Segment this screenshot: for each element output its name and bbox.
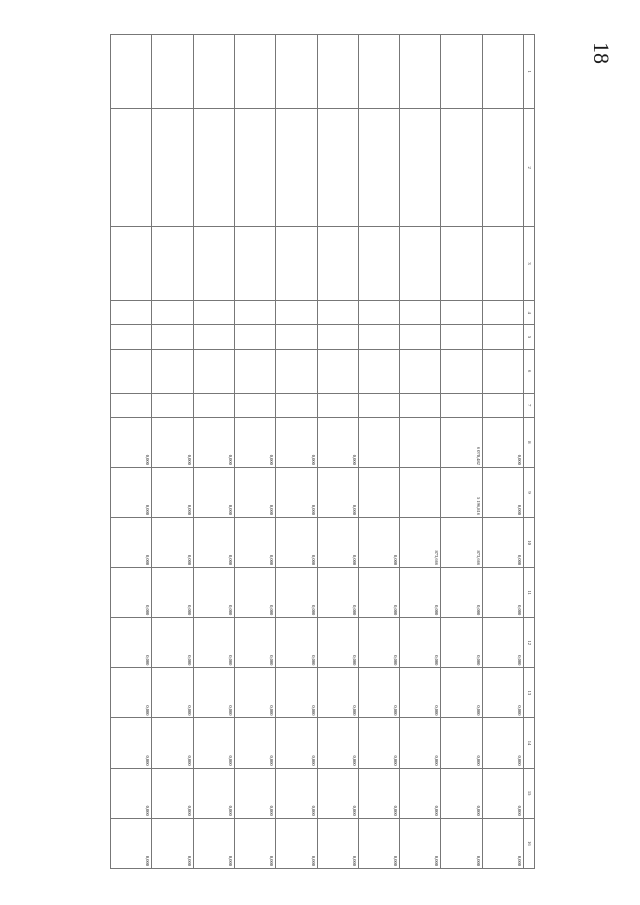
column-header: 6: [524, 349, 535, 393]
table-cell: 0,000: [111, 467, 152, 517]
table-cell: 0,000: [276, 618, 317, 668]
table-cell: 0,000: [317, 417, 358, 467]
table-cell: [234, 226, 275, 300]
column-header: 11: [524, 568, 535, 618]
table-cell: 0,000: [234, 417, 275, 467]
table-cell: [152, 393, 193, 417]
table-cell: 0,000: [111, 818, 152, 868]
column-header: 13: [524, 668, 535, 718]
column-header: 7: [524, 393, 535, 417]
table-cell: 0,000: [276, 768, 317, 818]
table-cell: 0,000: [111, 518, 152, 568]
table-cell: [111, 325, 152, 349]
column-header: 2: [524, 109, 535, 227]
table-cell: 0,000: [358, 818, 399, 868]
table-cell: [152, 325, 193, 349]
table-cell: 0,000: [111, 618, 152, 668]
table-cell: [111, 301, 152, 325]
table-cell: 0,000: [482, 668, 523, 718]
table-cell: 0,000: [276, 668, 317, 718]
table-cell: 0,000: [111, 668, 152, 718]
table-cell: 0,000: [152, 768, 193, 818]
table-cell: 5 196,816: [441, 467, 482, 517]
table-cell: [111, 35, 152, 109]
table-cell: 0,000: [358, 518, 399, 568]
table-cell: [482, 349, 523, 393]
table-cell: 0,000: [152, 417, 193, 467]
table-cell: 0,000: [317, 518, 358, 568]
table-cell: 0,000: [234, 518, 275, 568]
column-header: 5: [524, 325, 535, 349]
table-cell: 0,000: [193, 568, 234, 618]
table-cell: 0,000: [111, 568, 152, 618]
table-cell: 0,000: [400, 768, 441, 818]
table-cell: 0,000: [152, 618, 193, 668]
page-number: 18: [589, 42, 614, 64]
table-cell: 0,000: [111, 417, 152, 467]
table-cell: 0,000: [441, 618, 482, 668]
table-cell: 0,000: [152, 668, 193, 718]
table-cell: [400, 349, 441, 393]
column-header: 3: [524, 226, 535, 300]
table-cell: 0,000: [400, 568, 441, 618]
table-cell: [234, 349, 275, 393]
table-cell: [400, 417, 441, 467]
table-cell: 873,666: [441, 518, 482, 568]
table-cell: [193, 325, 234, 349]
table-cell: 0,000: [152, 518, 193, 568]
table-cell: 0,000: [482, 518, 523, 568]
table-cell: [234, 301, 275, 325]
table-cell: [317, 226, 358, 300]
table-cell: [193, 35, 234, 109]
table-cell: [193, 349, 234, 393]
table-cell: [193, 393, 234, 417]
table-cell: 6 070,482: [441, 417, 482, 467]
table-cell: 0,000: [276, 467, 317, 517]
table-cell: [234, 393, 275, 417]
table-cell: 0,000: [193, 818, 234, 868]
table-cell: 0,000: [234, 668, 275, 718]
table-cell: 0,000: [234, 768, 275, 818]
table-cell: [400, 325, 441, 349]
table-cell: 0,000: [276, 518, 317, 568]
table-cell: [276, 301, 317, 325]
table-cell: 0,000: [193, 467, 234, 517]
table-cell: [317, 393, 358, 417]
table-cell: [358, 325, 399, 349]
table-cell: 0,000: [276, 818, 317, 868]
table-cell: 0,000: [482, 568, 523, 618]
table-cell: 0,000: [276, 568, 317, 618]
table-cell: 0,000: [152, 568, 193, 618]
table-cell: [276, 109, 317, 227]
table-cell: 0,000: [193, 417, 234, 467]
table-cell: [441, 226, 482, 300]
table-cell: 0,000: [482, 417, 523, 467]
table-row: [482, 35, 523, 869]
table-cell: [482, 393, 523, 417]
table-cell: 0,000: [482, 618, 523, 668]
table-row: [234, 35, 275, 869]
table-cell: [400, 467, 441, 517]
table-row: [400, 35, 441, 869]
table-cell: [111, 109, 152, 227]
table-row: [317, 35, 358, 869]
table-cell: 0,000: [482, 718, 523, 768]
table-cell: 0,000: [400, 668, 441, 718]
table-cell: [193, 226, 234, 300]
table-cell: 0,000: [358, 618, 399, 668]
table-cell: [482, 301, 523, 325]
table-cell: 0,000: [317, 467, 358, 517]
table-cell: [111, 393, 152, 417]
table-cell: 873,666: [400, 518, 441, 568]
table-cell: 0,000: [111, 718, 152, 768]
table-cell: [317, 325, 358, 349]
table-cell: 0,000: [317, 768, 358, 818]
table-cell: [441, 301, 482, 325]
table-cell: [234, 35, 275, 109]
table-row: [358, 35, 399, 869]
table-cell: 0,000: [234, 818, 275, 868]
table-cell: 0,000: [193, 768, 234, 818]
table-cell: 0,000: [358, 568, 399, 618]
table-cell: 0,000: [193, 518, 234, 568]
table-cell: [400, 35, 441, 109]
table-cell: 0,000: [152, 718, 193, 768]
table-cell: [111, 226, 152, 300]
table-cell: 0,000: [482, 768, 523, 818]
table-cell: 0,000: [358, 668, 399, 718]
table-cell: 0,000: [193, 668, 234, 718]
table-row: [111, 35, 152, 869]
table-cell: [234, 325, 275, 349]
table-cell: [482, 35, 523, 109]
table-cell: [358, 301, 399, 325]
table-cell: [482, 109, 523, 227]
table-cell: 0,000: [358, 718, 399, 768]
table-cell: [276, 35, 317, 109]
table-cell: [152, 301, 193, 325]
table-cell: [358, 349, 399, 393]
table-cell: [358, 467, 399, 517]
table-cell: [441, 35, 482, 109]
table-cell: [441, 393, 482, 417]
table-cell: 0,000: [234, 618, 275, 668]
table-cell: 0,000: [317, 618, 358, 668]
table-cell: [482, 325, 523, 349]
table-cell: [317, 349, 358, 393]
table-cell: [152, 109, 193, 227]
table-cell: [400, 393, 441, 417]
table-cell: 0,000: [317, 818, 358, 868]
table-cell: [152, 226, 193, 300]
table-cell: 0,000: [482, 818, 523, 868]
table-cell: [234, 109, 275, 227]
table-cell: [111, 349, 152, 393]
table-cell: [441, 109, 482, 227]
table-row: [276, 35, 317, 869]
table-cell: 0,000: [111, 768, 152, 818]
table-cell: 0,000: [317, 668, 358, 718]
table-cell: 0,000: [193, 618, 234, 668]
column-header: 8: [524, 417, 535, 467]
table-cell: [317, 301, 358, 325]
table-cell: [193, 109, 234, 227]
table-cell: 0,000: [358, 768, 399, 818]
table-cell: 0,000: [193, 718, 234, 768]
table-cell: [358, 393, 399, 417]
table-cell: [400, 226, 441, 300]
table-cell: 0,000: [276, 417, 317, 467]
table-cell: 0,000: [400, 818, 441, 868]
table-cell: 0,000: [234, 467, 275, 517]
table-cell: [276, 393, 317, 417]
table-cell: 0,000: [400, 718, 441, 768]
table-cell: 0,000: [441, 718, 482, 768]
column-header: 16: [524, 818, 535, 868]
table-cell: [276, 349, 317, 393]
table-cell: [317, 35, 358, 109]
table-cell: 0,000: [441, 768, 482, 818]
column-header: 9: [524, 467, 535, 517]
table-cell: 0,000: [482, 467, 523, 517]
table-cell: 0,000: [152, 818, 193, 868]
table-cell: 0,000: [234, 568, 275, 618]
table-cell: 0,000: [400, 618, 441, 668]
table-cell: [358, 109, 399, 227]
table-cell: 0,000: [234, 718, 275, 768]
table-cell: [152, 35, 193, 109]
column-header: 14: [524, 718, 535, 768]
table-cell: [276, 325, 317, 349]
column-header: 1: [524, 35, 535, 109]
column-header: 15: [524, 768, 535, 818]
table-cell: [400, 301, 441, 325]
budget-table: [110, 34, 535, 869]
table-cell: 0,000: [441, 818, 482, 868]
column-header: 12: [524, 618, 535, 668]
table-cell: [482, 226, 523, 300]
table-cell: [441, 325, 482, 349]
table-cell: [152, 349, 193, 393]
table-body: [111, 35, 524, 869]
table-cell: [358, 35, 399, 109]
table-cell: [400, 109, 441, 227]
table-cell: [358, 417, 399, 467]
table-cell: [317, 109, 358, 227]
column-header: 10: [524, 518, 535, 568]
table-cell: [441, 349, 482, 393]
table-row: [152, 35, 193, 869]
column-header: 4: [524, 301, 535, 325]
table-cell: 0,000: [276, 718, 317, 768]
table-cell: 0,000: [317, 718, 358, 768]
table-cell: 0,000: [441, 668, 482, 718]
table-cell: 0,000: [441, 568, 482, 618]
table-cell: 0,000: [317, 568, 358, 618]
table-cell: 0,000: [152, 467, 193, 517]
table-cell: [193, 301, 234, 325]
table-header-row: [524, 35, 535, 869]
table-row: [193, 35, 234, 869]
table-cell: [358, 226, 399, 300]
table-cell: [276, 226, 317, 300]
table-row: [441, 35, 482, 869]
